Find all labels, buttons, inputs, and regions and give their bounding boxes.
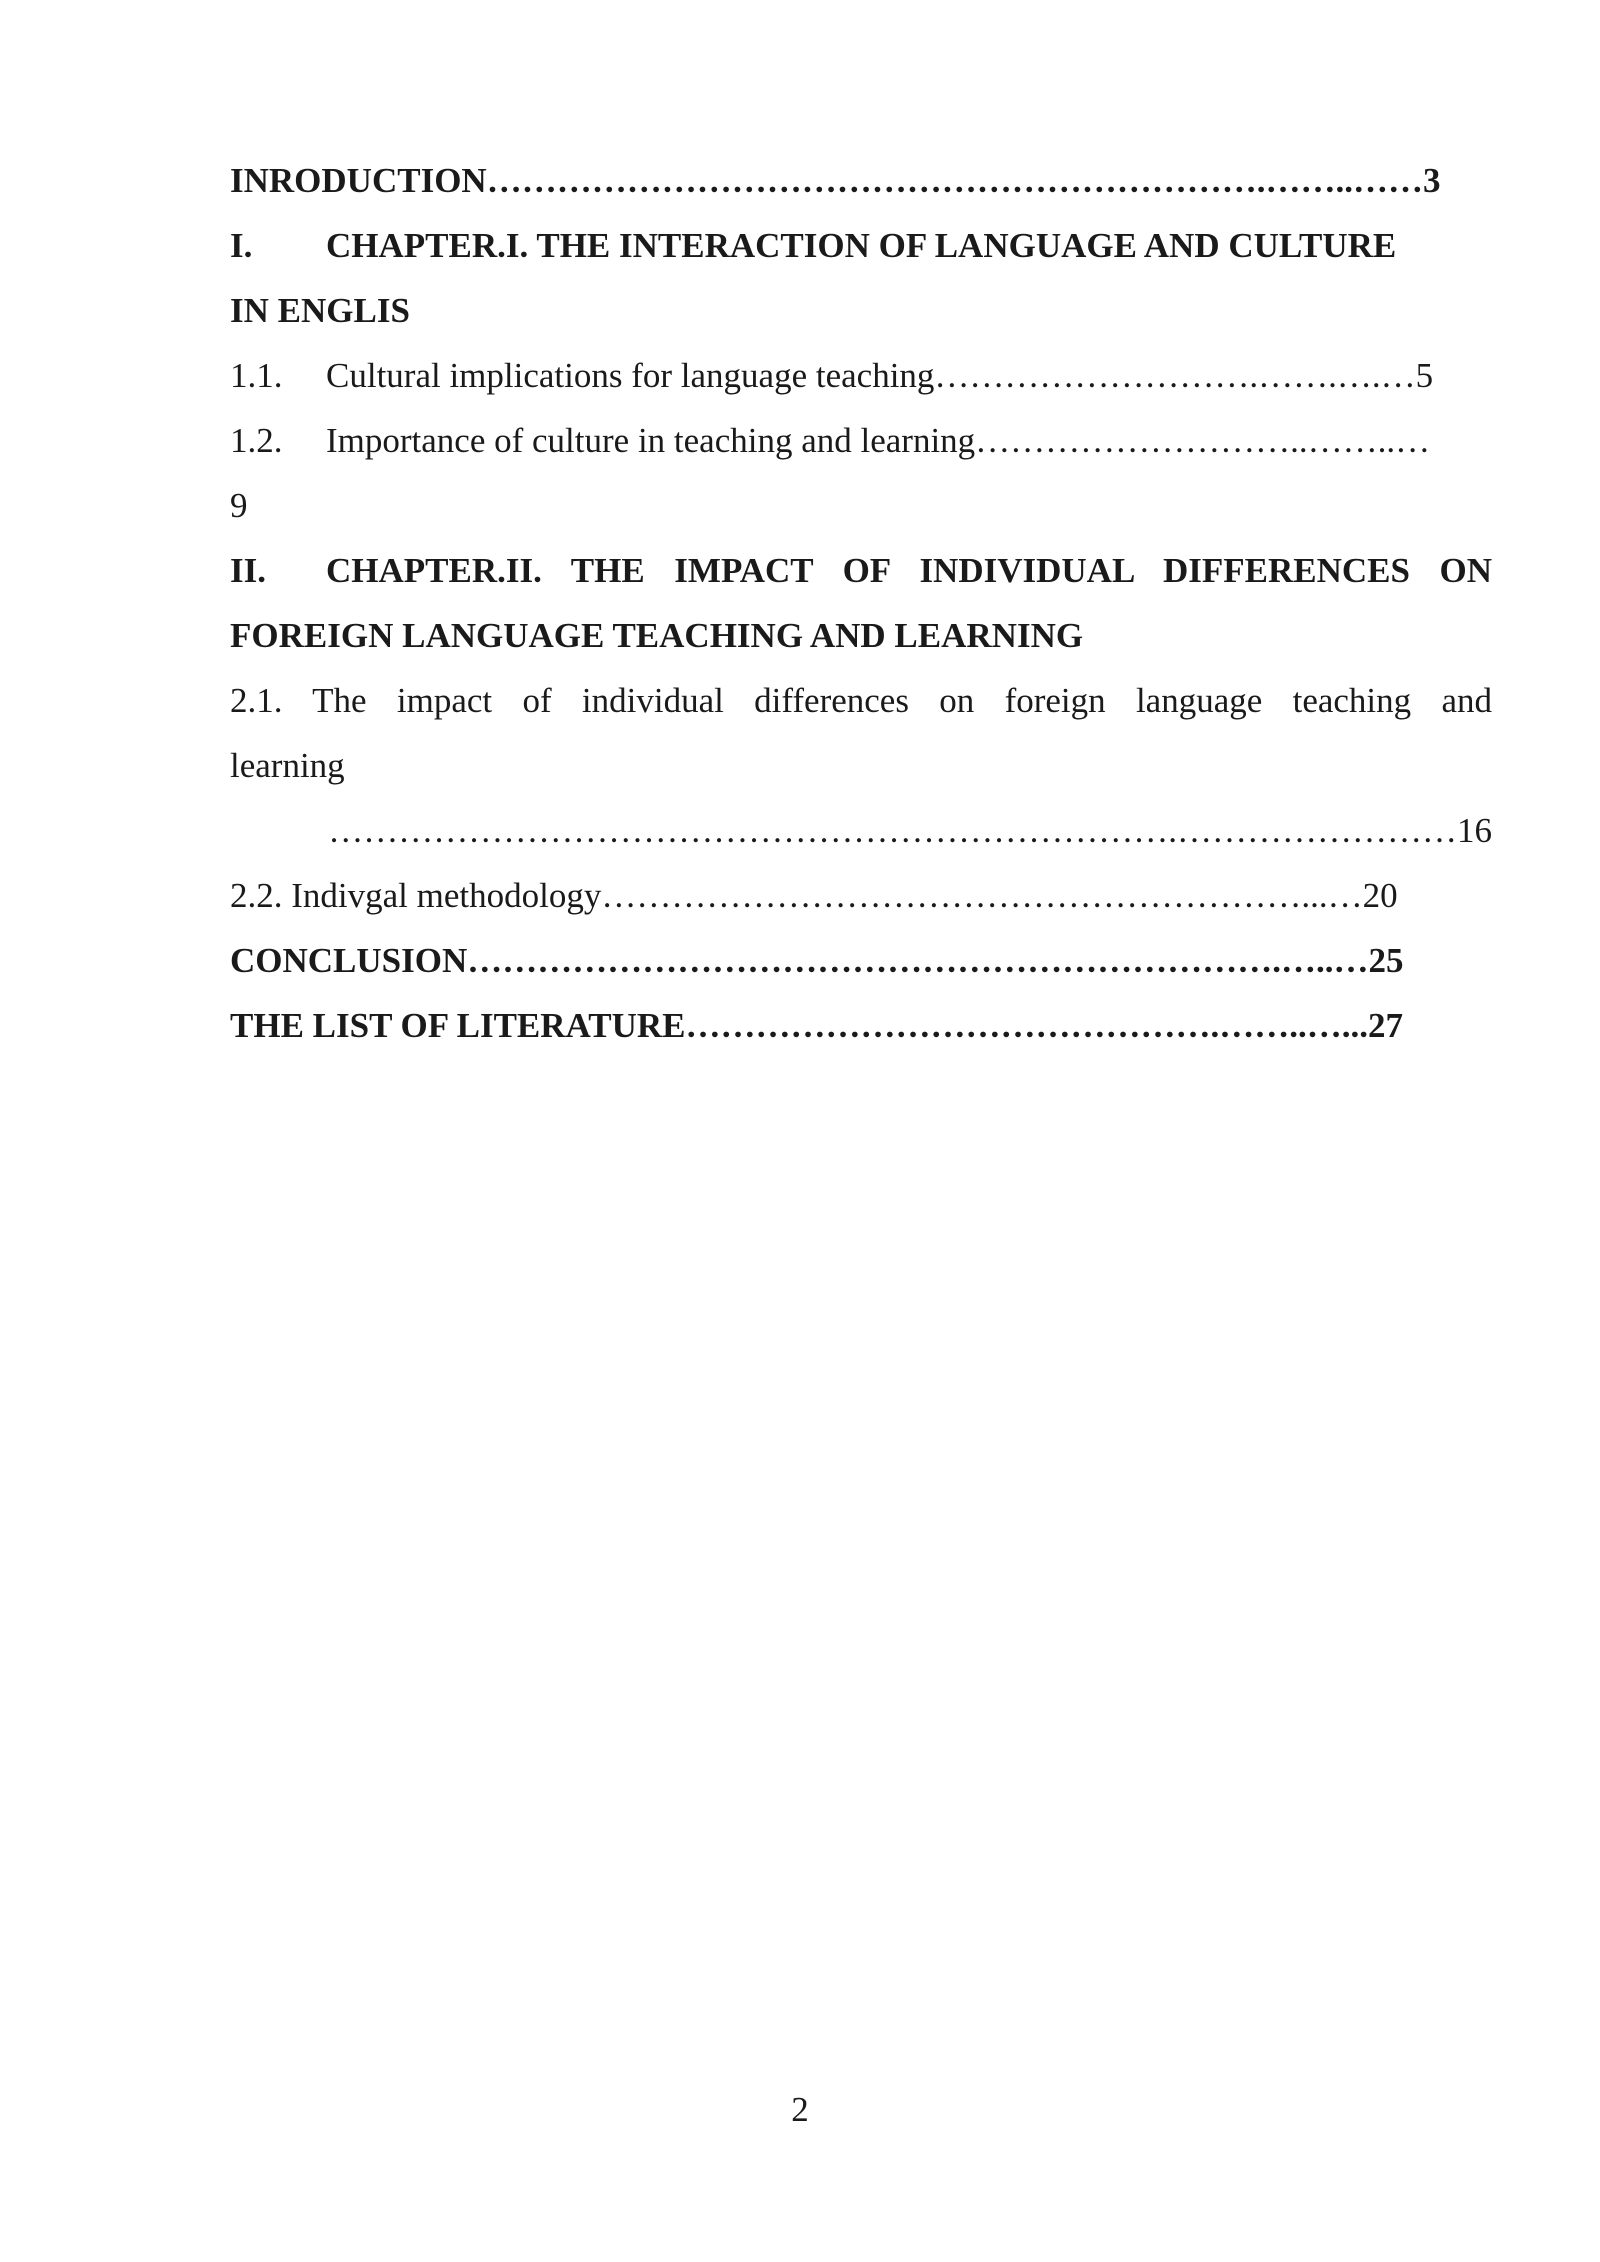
toc-chapter-2 [230, 538, 1492, 603]
toc-chapter-2-number: II. [230, 551, 266, 590]
toc-conclusion: CONCLUSION…………………………………………………………….…..…25 [230, 941, 1404, 980]
toc-item-1-2-number: 1.2. [230, 421, 283, 460]
page-number: 2 [791, 2090, 809, 2129]
toc-chapter-1-title: CHAPTER.I. THE INTERACTION OF LANGUAGE AND CULTURE [326, 226, 1397, 265]
toc-item-1-2-page: 9 [230, 486, 248, 525]
toc-item-2-1-leader: ……………………………………………………………….……………………16 [328, 811, 1492, 850]
toc-item-1-1-text: Cultural implications for language teaching……………………….…….….…5 [326, 356, 1434, 395]
toc-chapter-1 [230, 213, 1492, 278]
toc-item-1-1 [230, 343, 1492, 408]
toc-chapter-2-title: CHAPTER.II. THE IMPACT OF INDIVIDUAL DIFFERENCES ON [326, 551, 1492, 590]
toc-item-1-2 [230, 408, 1492, 473]
toc-item-1-1-number: 1.1. [230, 356, 283, 395]
toc-item-2-2: 2.2. Indivgal methodology……………………………………………………...…20 [230, 876, 1398, 915]
table-of-contents [230, 148, 1492, 1058]
toc-literature: THE LIST OF LITERATURE……………………………………….……..…...27 [230, 1006, 1403, 1045]
toc-chapter-1-title-continued: IN ENGLIS [230, 291, 410, 330]
toc-introduction: INRODUCTION………………………………………………………….……..……3 [230, 161, 1441, 200]
toc-item-1-2-text: Importance of culture in teaching and learning………………………..……..… [326, 421, 1431, 460]
toc-chapter-1-number: I. [230, 226, 253, 265]
toc-item-2-1-continued: learning [230, 746, 345, 785]
toc-item-2-1: 2.1. The impact of individual differences on foreign language teaching and [230, 681, 1492, 720]
toc-chapter-2-title-continued: FOREIGN LANGUAGE TEACHING AND LEARNING [230, 616, 1084, 655]
